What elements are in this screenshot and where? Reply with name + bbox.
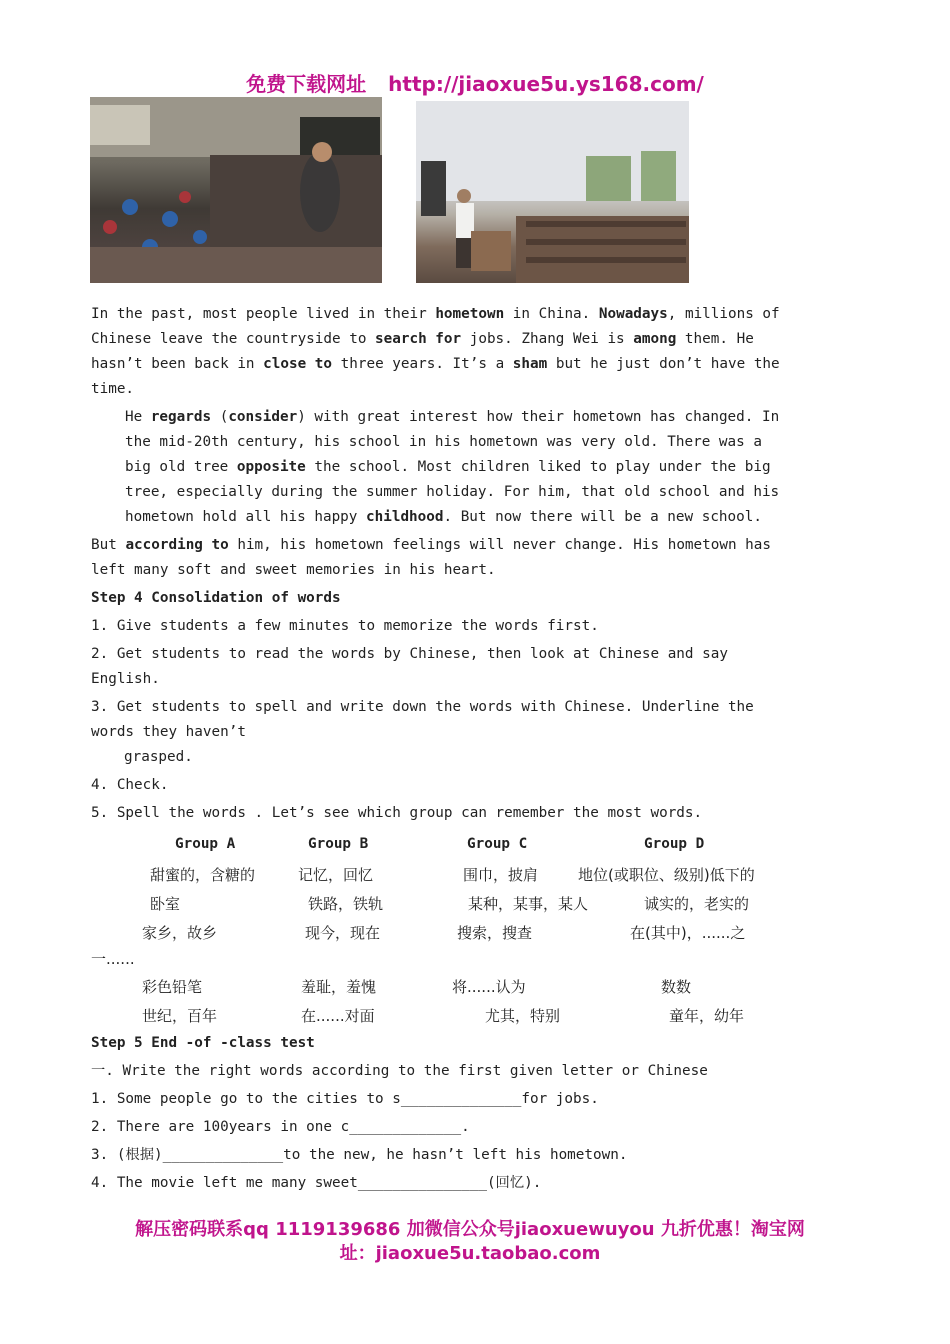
word-cell: 一...... bbox=[91, 950, 135, 968]
group-c-header: Group C bbox=[467, 836, 528, 852]
footer-line-1: 解压密码联系qq 1119139686 加微信公众号jiaoxuewuyou 九折优惠！淘宝网 bbox=[135, 1219, 805, 1240]
header-label: 免费下载网址 bbox=[246, 72, 367, 96]
paragraph-1 bbox=[91, 302, 781, 402]
download-header bbox=[0, 68, 950, 97]
text-run: . But now there will be a new school. bbox=[443, 509, 762, 525]
step4-title: Step 4 Consolidation of words bbox=[91, 590, 341, 606]
step4-item-4: 4. Check. bbox=[91, 777, 169, 793]
text-run: In the past, most people lived in their bbox=[91, 306, 436, 322]
lesson-body bbox=[91, 302, 781, 829]
text-run: , millions of Chinese leave the countryside to bbox=[91, 306, 780, 347]
text-run: in China. bbox=[504, 306, 599, 322]
old-classroom-photo bbox=[90, 97, 382, 283]
step4-item-5: 5. Spell the words . Let’s see which group can remember the most words. bbox=[91, 805, 703, 821]
word-cell: 家乡，故乡 bbox=[142, 924, 218, 942]
text-run: jobs. Zhang Wei is bbox=[461, 331, 634, 347]
footer-line-2: 址：jiaoxue5u.taobao.com bbox=[339, 1243, 601, 1264]
text-run: him, his hometown feelings will never change. His hometown has left many soft and sweet memories in his heart. bbox=[91, 537, 772, 578]
step5-section bbox=[91, 1031, 781, 1199]
step5-intro: 一. Write the right words according to the first given letter or Chinese bbox=[91, 1063, 708, 1079]
word-cell: 在(其中)，......之 bbox=[630, 924, 746, 942]
vocab-word: childhood bbox=[366, 509, 444, 525]
word-cell: 尤其，特别 bbox=[485, 1007, 561, 1025]
word-cell: 地位(或职位、级别)低下的 bbox=[578, 866, 755, 884]
vocab-word: regards bbox=[150, 409, 212, 425]
vocab-word: hometown bbox=[435, 306, 505, 322]
step5-title: Step 5 End -of -class test bbox=[91, 1035, 315, 1051]
test-item-2: 2. There are 100years in one c_____________. bbox=[91, 1119, 470, 1135]
word-cell: 数数 bbox=[661, 978, 692, 996]
vocab-word: Nowadays bbox=[598, 306, 668, 322]
text-run: them. He hasn’t been back in bbox=[91, 331, 754, 372]
group-a-header: Group A bbox=[175, 836, 236, 852]
word-cell: 诚实的，老实的 bbox=[644, 895, 750, 913]
text-run: But bbox=[91, 537, 126, 553]
step4-item-3-cont: grasped. bbox=[124, 749, 193, 765]
paragraph-3 bbox=[91, 533, 781, 583]
vocab-word: consider bbox=[228, 409, 298, 425]
word-cell: 围巾，披肩 bbox=[463, 866, 539, 884]
word-cell: 甜蜜的，含糖的 bbox=[150, 866, 256, 884]
word-cell: 童年，幼年 bbox=[669, 1007, 745, 1025]
word-cell: 搜索，搜查 bbox=[457, 924, 533, 942]
header-url[interactable]: http://jiaoxue5u.ys168.com/ bbox=[388, 72, 704, 96]
new-classroom-photo bbox=[416, 101, 689, 283]
text-run: He bbox=[125, 409, 151, 425]
group-d-header: Group D bbox=[644, 836, 705, 852]
word-cell: 某种，某事，某人 bbox=[468, 895, 589, 913]
contact-footer bbox=[90, 1218, 850, 1266]
test-item-3: 3. (根据)______________to the new, he hasn’t left his hometown. bbox=[91, 1147, 628, 1163]
word-cell: 世纪，百年 bbox=[142, 1007, 218, 1025]
word-cell: 卧室 bbox=[150, 895, 181, 913]
word-cell: 在......对面 bbox=[301, 1007, 375, 1025]
word-cell: 铁路，铁轨 bbox=[308, 895, 384, 913]
text-run: ( bbox=[211, 409, 229, 425]
word-cell: 记忆，回忆 bbox=[298, 866, 374, 884]
text-run: the school. Most children liked to play under the big tree, especially during the summer holiday. For him, that old school and his hometown hold all his happy bbox=[125, 459, 780, 525]
word-groups-table bbox=[91, 836, 791, 1036]
step4-item-2: 2. Get students to read the words by Chinese, then look at Chinese and say English. bbox=[91, 646, 728, 687]
vocab-word: search for bbox=[375, 331, 462, 347]
step4-item-3: 3. Get students to spell and write down the words with Chinese. Underline the words they haven’t bbox=[91, 699, 754, 740]
test-item-1: 1. Some people go to the cities to s______________for jobs. bbox=[91, 1091, 599, 1107]
vocab-word: according to bbox=[125, 537, 229, 553]
vocab-word: opposite bbox=[236, 459, 306, 475]
text-run: three years. It’s a bbox=[332, 356, 513, 372]
vocab-word: close to bbox=[263, 356, 333, 372]
word-cell: 现今，现在 bbox=[305, 924, 381, 942]
word-cell: 将......认为 bbox=[452, 978, 526, 996]
vocab-word: among bbox=[633, 331, 677, 347]
group-b-header: Group B bbox=[308, 836, 369, 852]
test-item-4: 4. The movie left me many sweet_______________(回忆). bbox=[91, 1175, 542, 1191]
vocab-word: sham bbox=[512, 356, 548, 372]
word-cell: 彩色铅笔 bbox=[142, 978, 203, 996]
word-cell: 羞耻，羞愧 bbox=[301, 978, 377, 996]
step4-item-1: 1. Give students a few minutes to memorize the words first. bbox=[91, 618, 599, 634]
text-run: but he just don’t have the time. bbox=[91, 356, 780, 397]
paragraph-2 bbox=[91, 405, 781, 530]
text-run: ) with great interest how their hometown has changed. In the mid-20th century, his school in his hometown was very old. There was a big old tree bbox=[125, 409, 780, 475]
